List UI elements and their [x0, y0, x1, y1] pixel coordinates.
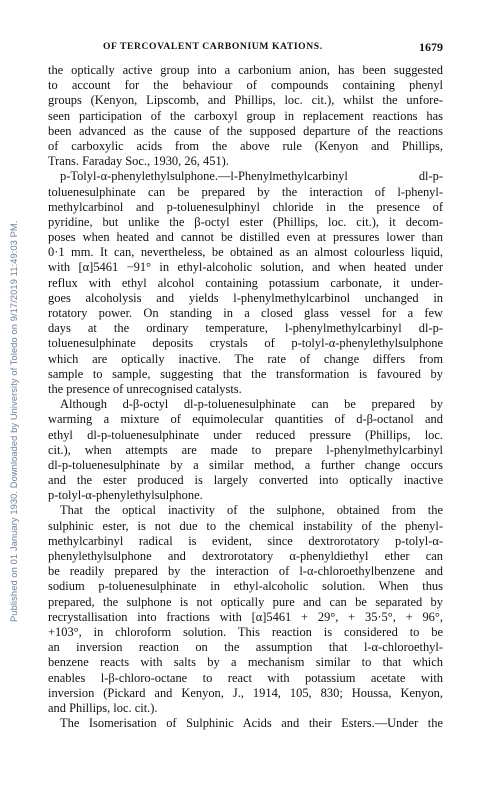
- article-body: [48, 63, 443, 731]
- text-line: prepared, the sulphone is not optically pure and can be separated by: [48, 594, 443, 609]
- text-line: groups (Kenyon, Lipscomb, and Phillips, loc. cit.), whilst the unfore-: [48, 93, 443, 108]
- text-line: rotatory power. On standing in a closed glass vessel for a few: [48, 306, 443, 320]
- text-line: p-tolyl-α-phenylethylsulphone.: [48, 488, 203, 503]
- download-watermark-text: Published on 01 January 1930. Downloaded by University of Toledo on 9/17/2019 11:49:03 PM.: [9, 220, 19, 622]
- text-line: days at the ordinary temperature, l-phenylmethylcarbinyl dl-p-: [48, 321, 443, 336]
- text-line: ethyl dl-p-toluenesulphinate under reduced pressure (Phillips, loc.: [48, 427, 443, 442]
- paragraph-start-line: That the optical inactivity of the sulphone, obtained from the: [60, 503, 443, 518]
- text-line: sample to sample, suggesting that the transformation is favoured by: [48, 366, 443, 381]
- text-line: reflux with ethyl alcohol containing potassium carbonate, it under-: [48, 275, 443, 290]
- text-line: seen participation of the carboxyl group in replacement reactions has: [48, 108, 443, 123]
- text-line: and Phillips, loc. cit.).: [48, 700, 158, 715]
- text-line: phenylethylsulphone and dextrorotatory α-phenyldiethyl ether can: [48, 549, 443, 563]
- text-line: the presence of unrecognised catalysts.: [48, 381, 242, 396]
- text-line: be readily prepared by the interaction of l-α-chloroethylbenzene and: [48, 564, 443, 579]
- text-line: 0·1 mm. It can, nevertheless, be obtained as an almost colourless liquid,: [48, 245, 443, 260]
- text-line: recrystallisation into fractions with [α]5461 + 29°, + 35·5°, + 96°,: [48, 609, 443, 624]
- text-line: which are optically inactive. The rate of change differs from: [48, 351, 443, 366]
- text-line: dl-p-toluenesulphinate by a similar method, a further change occurs: [48, 457, 443, 472]
- text-line: inversion (Pickard and Kenyon, J., 1914, 105, 830; Houssa, Kenyon,: [48, 685, 443, 700]
- text-line: toluenesulphinate deposits crystals of p-tolyl-α-phenylethylsulphone: [48, 336, 443, 351]
- text-line: an inversion reaction on the assumption that l-α-chloroethyl-: [48, 640, 443, 655]
- text-line: cit.), when attempts are made to prepare l-phenylmethylcarbinyl: [48, 442, 443, 457]
- page-number: 1679: [419, 40, 443, 54]
- paragraph-start-line: Although d-β-octyl dl-p-toluenesulphinate can be prepared by: [60, 397, 443, 412]
- running-head-title: OF TERCOVALENT CARBONIUM KATIONS.: [103, 41, 323, 52]
- text-line: pyridine, but unlike the β-octyl ester (Phillips, loc. cit.), it decom-: [48, 214, 443, 229]
- section-heading-line: The Isomerisation of Sulphinic Acids and their Esters.—Under the: [60, 716, 443, 731]
- text-line: the optically active group into a carbonium anion, has been suggested: [48, 63, 443, 77]
- text-line: sulphinic ester, is not due to the chemical instability of the phenyl-: [48, 518, 443, 533]
- text-line: toluenesulphinate can be prepared by the interaction of l-phenyl-: [48, 184, 443, 199]
- text-line: warming a mixture of equimolecular quantities of d-β-octanol and: [48, 412, 443, 427]
- running-head: [47, 40, 443, 56]
- text-line: methylcarbinol and p-toluenesulphinyl chloride in the presence of: [48, 199, 443, 214]
- text-line: sodium p-toluenesulphinate in ethyl-alcoholic solution. When thus: [48, 579, 443, 594]
- text-line: enables l-β-chloro-octane to react with potassium acetate with: [48, 670, 443, 685]
- text-line: goes alcoholysis and yields l-phenylmethylcarbinol unchanged in: [48, 290, 443, 305]
- text-line: benzene reacts with salts by a mechanism similar to that which: [48, 655, 443, 670]
- section-heading-line: p-Tolyl-α-phenylethylsulphone.—l-Phenylmethylcarbinyl dl-p-: [60, 169, 443, 184]
- text-line: with [α]5461 −91° in ethyl-alcoholic solution, and when heated under: [48, 260, 443, 275]
- text-line: been advanced as the cause of the supposed departure of the reactions: [48, 123, 443, 138]
- text-line: +103°, in chloroform solution. This reaction is considered to be: [48, 624, 443, 639]
- text-line: to account for the behaviour of compounds containing phenyl: [48, 78, 443, 93]
- text-line: methylcarbinyl radical is evident, since dextrorotatory p-tolyl-α-: [48, 533, 443, 548]
- text-line: Trans. Faraday Soc., 1930, 26, 451).: [48, 154, 229, 169]
- download-watermark: [9, 62, 23, 622]
- text-line: of carboxylic acids from the above rule (Kenyon and Phillips,: [48, 138, 443, 153]
- text-line: and the ester produced is largely converted into optically inactive: [48, 473, 443, 488]
- text-line: poses when heated and cannot be distilled even at pressures lower than: [48, 230, 443, 245]
